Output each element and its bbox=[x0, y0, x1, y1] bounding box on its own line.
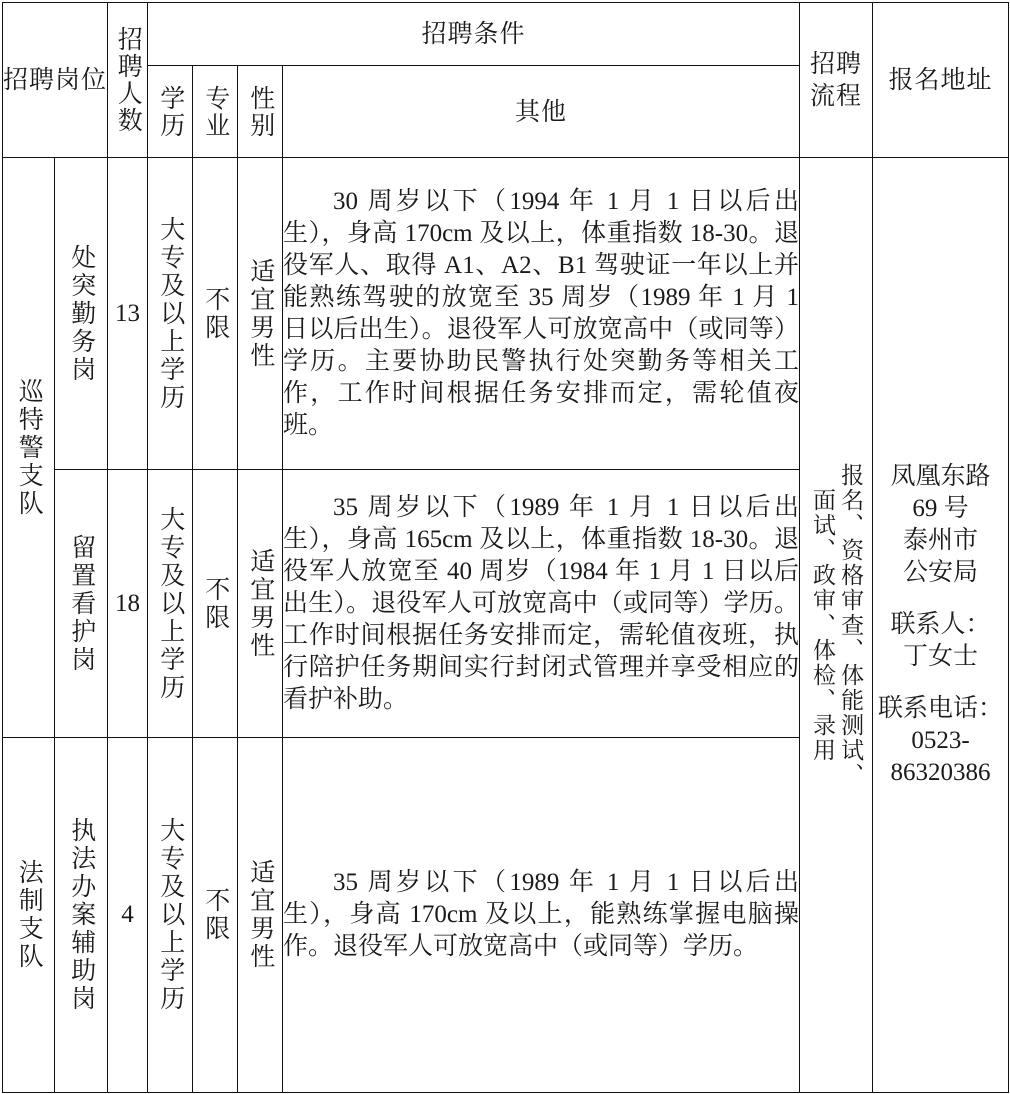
process-cell: 报名、资格审查、体能测试、面试、政审、体检、录用 bbox=[800, 158, 873, 1093]
header-other: 其他 bbox=[283, 66, 800, 158]
phone-label: 联系电话： bbox=[878, 695, 1004, 722]
header-process: 招聘流程 bbox=[800, 3, 873, 158]
address-line-2: 69 号 bbox=[912, 495, 969, 522]
headcount-cell: 18 bbox=[108, 470, 148, 738]
header-address: 报名地址 bbox=[873, 3, 1009, 158]
education-cell: 大专及以上学历 bbox=[148, 738, 193, 1093]
phone-line-2: 86320386 bbox=[890, 759, 991, 786]
address-line-3: 泰州市 bbox=[903, 527, 979, 554]
post-cell: 处突勤务岗 bbox=[55, 158, 108, 470]
major-cell: 不限 bbox=[193, 470, 238, 738]
other-requirements-cell: 35 周岁以下（1989 年 1 月 1 日以后出生），身高 170cm 及以上，能熟练掌握电脑操作。退役军人可放宽高中（或同等）学历。 bbox=[283, 738, 800, 1093]
unit-cell-fazhi: 法制支队 bbox=[3, 738, 55, 1093]
recruitment-table bbox=[2, 2, 1009, 1093]
header-headcount: 招聘人数 bbox=[108, 3, 148, 158]
education-cell: 大专及以上学历 bbox=[148, 158, 193, 470]
gender-cell: 适宜男性 bbox=[238, 738, 283, 1093]
education-cell: 大专及以上学历 bbox=[148, 470, 193, 738]
gender-cell: 适宜男性 bbox=[238, 158, 283, 470]
address-spacer-1 bbox=[873, 589, 1008, 609]
unit-cell-xunte: 巡特警支队 bbox=[3, 158, 55, 738]
address-cell bbox=[873, 158, 1009, 1093]
headcount-cell: 4 bbox=[108, 738, 148, 1093]
header-position: 招聘岗位 bbox=[3, 3, 108, 158]
address-line-1: 凤凰东路 bbox=[890, 463, 991, 490]
header-conditions: 招聘条件 bbox=[148, 3, 800, 66]
header-education: 学历 bbox=[148, 66, 193, 158]
header-row-top bbox=[3, 3, 1009, 66]
post-cell: 留置看护岗 bbox=[55, 470, 108, 738]
table-row bbox=[3, 158, 1009, 470]
major-cell: 不限 bbox=[193, 738, 238, 1093]
contact-name: 丁女士 bbox=[903, 643, 979, 670]
other-requirements-cell: 30 周岁以下（1994 年 1 月 1 日以后出生），身高 170cm 及以上，体重指数 18-30。退役军人、取得 A1、A2、B1 驾驶证一年以上并能熟练驾驶的放宽至 35 周岁（1989 年 1 月 1 日以后出生）。退役军人可放宽高中（或同等）学历。主要协助民警执行处突勤务等相关工作，工作时间根据任务安排而定，需轮值夜班。 bbox=[283, 158, 800, 470]
address-spacer-2 bbox=[873, 673, 1008, 693]
gender-cell: 适宜男性 bbox=[238, 470, 283, 738]
header-gender: 性别 bbox=[238, 66, 283, 158]
phone-line-1: 0523- bbox=[911, 727, 970, 754]
other-requirements-cell: 35 周岁以下（1989 年 1 月 1 日以后出生），身高 165cm 及以上，体重指数 18-30。退役军人放宽至 40 周岁（1984 年 1 月 1 日以后出生）。退役军人可放宽高中（或同等）学历。工作时间根据任务安排而定，需轮值夜班，执行陪护任务期间实行封闭式管理并享受相应的看护补助。 bbox=[283, 470, 800, 738]
major-cell: 不限 bbox=[193, 158, 238, 470]
post-cell: 执法办案辅助岗 bbox=[55, 738, 108, 1093]
headcount-cell: 13 bbox=[108, 158, 148, 470]
contact-label: 联系人： bbox=[890, 611, 991, 638]
address-line-4: 公安局 bbox=[903, 559, 979, 586]
header-major: 专业 bbox=[193, 66, 238, 158]
